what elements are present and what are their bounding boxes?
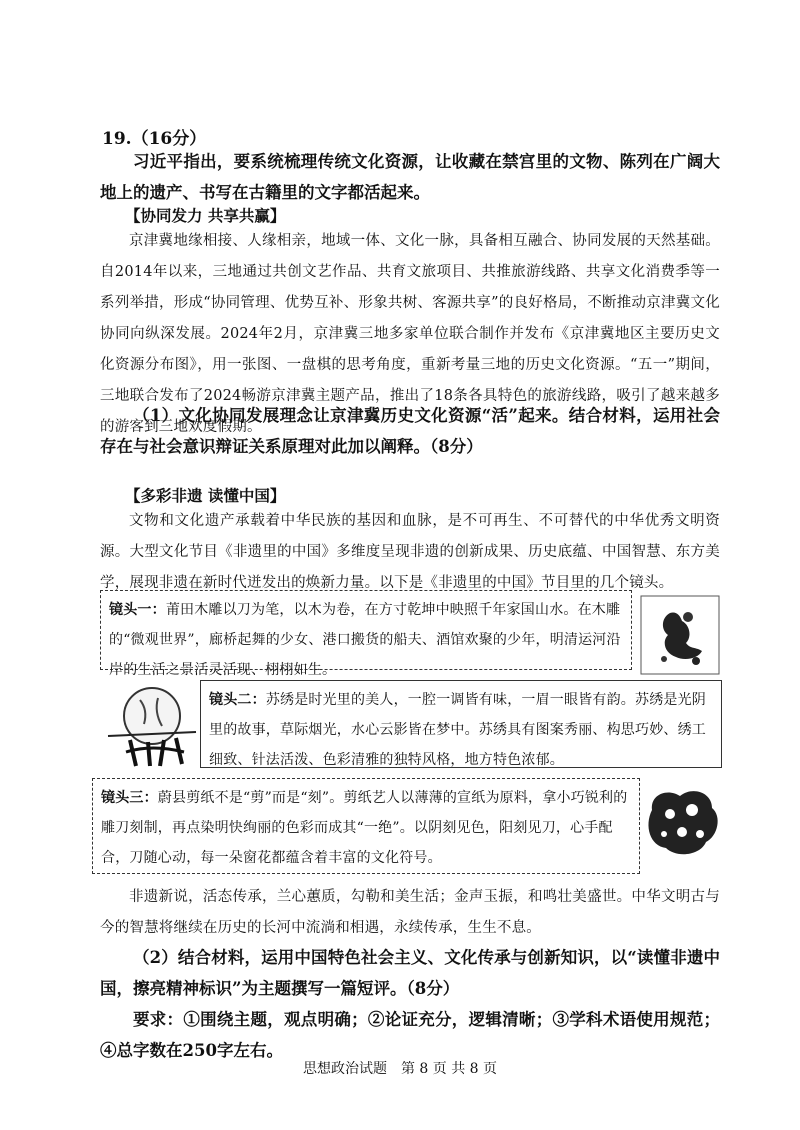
- sub-question-2: （2）结合材料，运用中国特色社会主义、文化传承与创新知识，以“读懂非遗中国，擦亮精神标识”为主题撰写一篇短评。（8分）: [100, 948, 720, 998]
- intro-paragraph: 习近平指出，要系统梳理传统文化资源，让收藏在禁宫里的文物、陈列在广阔大地上的遗产、书写在古籍里的文字都活起来。: [100, 152, 720, 202]
- shot-1-text: 莆田木雕以刀为笔，以木为卷，在方寸乾坤中映照千年家国山水。在木雕的“微观世界”，廊桥起舞的少女、港口搬货的船夫、酒馆欢聚的少年，明清运河沿岸的生活之景活灵活现、栩栩如生。: [109, 602, 621, 678]
- section-2-summary: 非遗新说，活态传承，兰心蕙质，勾勒和美生活；金声玉振，和鸣壮美盛世。中华文明古与今的智慧将继续在历史的长河中流淌和相遇，永续传承，生生不息。: [100, 889, 720, 936]
- shot-2-box: [200, 680, 722, 768]
- shot-3-box: [92, 778, 640, 874]
- requirements: 要求：①围绕主题，观点明确；②论证充分，逻辑清晰；③学科术语使用规范；④总字数在250字左右。: [100, 1010, 720, 1060]
- woodcarving-image: [640, 595, 720, 675]
- shot-2-label: 镜头二：: [209, 692, 266, 708]
- shot-3-label: 镜头三：: [101, 790, 158, 806]
- shot-3-text: 蔚县剪纸不是“剪”而是“刻”。剪纸艺人以薄薄的宣纸为原料，拿小巧锐利的雕刀刻制，再点染明快绚丽的色彩而成其“一绝”。以阴刻见色，阳刻见刀，心手配合，刀随心动，每一朵窗花都蕴含着丰富的文化符号。: [101, 790, 628, 866]
- page-footer: 思想政治试题 第 8 页 共 8 页: [302, 1061, 498, 1077]
- papercut-image: [640, 780, 724, 860]
- question-number: 19.（16分）: [102, 129, 207, 149]
- sub-question-1: （1）文化协同发展理念让京津冀历史文化资源“活”起来。结合材料，运用社会存在与社会意识辩证关系原理对此加以阐释。（8分）: [100, 406, 720, 456]
- section-2-title: 【多彩非遗 读懂中国】: [125, 486, 286, 505]
- shot-1-label: 镜头一：: [109, 602, 166, 618]
- section-1-title: 【协同发力 共享共赢】: [125, 206, 286, 225]
- shot-1-box: [100, 590, 632, 678]
- shot-2-text: 苏绣是时光里的美人，一腔一调皆有味，一眉一眼皆有韵。苏绣是光阴里的故事，草际烟光，水心云影皆在梦中。苏绣具有图案秀丽、构思巧妙、绣工细致、针法活泼、色彩清雅的独特风格，地方特色浓郁。: [209, 692, 707, 768]
- embroidery-fan-image: [100, 680, 200, 770]
- section-2-material: 文物和文化遗产承载着中华民族的基因和血脉，是不可再生、不可替代的中华优秀文明资源。大型文化节目《非遗里的中国》多维度呈现非遗的创新成果、历史底蕴、中国智慧、东方美学，展现非遗在新时代迸发出的焕新力量。以下是《非遗里的中国》节目里的几个镜头。: [100, 513, 720, 591]
- section-1-material: 京津冀地缘相接、人缘相亲，地域一体、文化一脉，具备相互融合、协同发展的天然基础。自2014年以来，三地通过共创文艺作品、共育文旅项目、共推旅游线路、共享文化消费季等一系列举措，形成“协同管理、优势互补、形象共树、客源共享”的良好格局，不断推动京津冀文化协同向纵深发展。2024年2月，京津冀三地多家单位联合制作并发布《京津冀地区主要历史文化资源分布图》，用一张图、一盘棋的思考角度，重新考量三地的历史文化资源。“五一”期间，三地联合发布了2024畅游京津冀主题产品，推出了18条各具特色的旅游线路，吸引了越来越多的游客到三地欢度假期。: [100, 233, 720, 435]
